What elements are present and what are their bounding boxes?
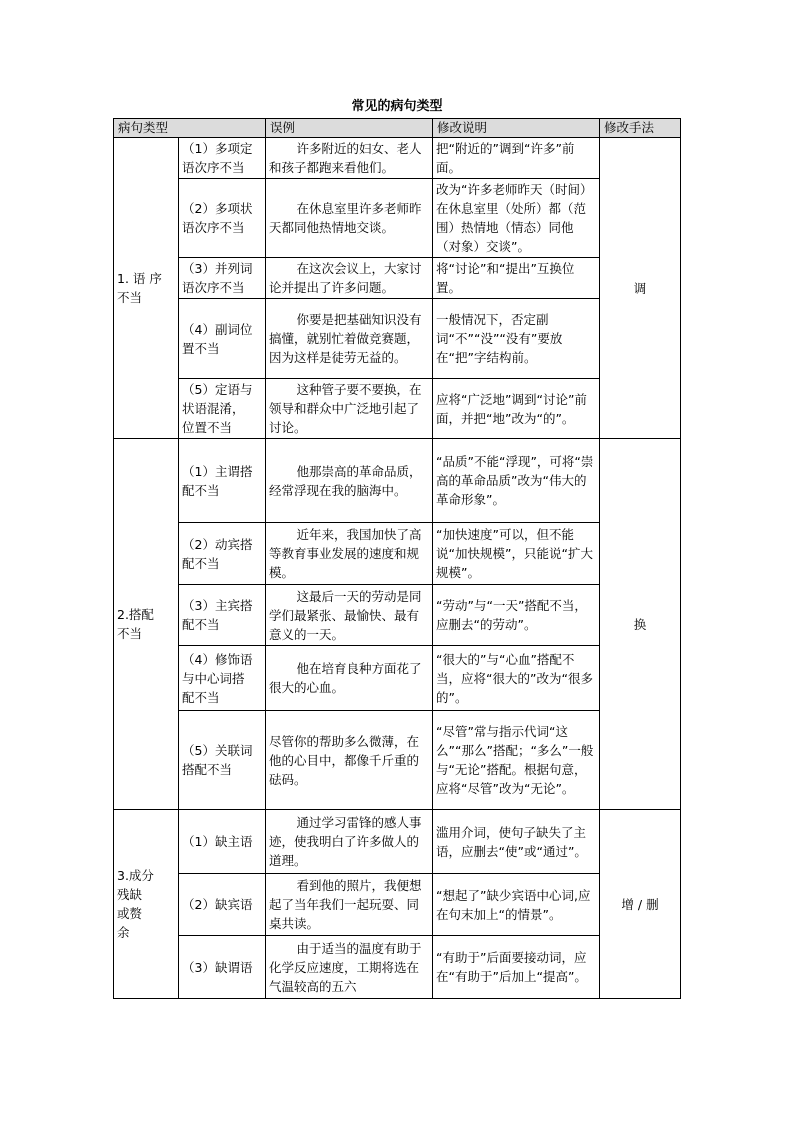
example-cell: 许多附近的妇女、老人和孩子都跑来看他们。 [266, 138, 433, 179]
table-row [114, 585, 681, 646]
category-cell: 1. 语 序 不当 [114, 138, 179, 439]
table-row [114, 810, 681, 874]
subtype-cell: （1）主谓搭 配不当 [179, 439, 266, 523]
example-cell: 由于适当的温度有助于化学反应速度，工期将选在气温较高的五六 [266, 936, 433, 999]
table-row [114, 258, 681, 299]
method-cell: 换 [600, 439, 681, 810]
table-row [114, 646, 681, 711]
page-title: 常见的病句类型 [351, 99, 443, 114]
table-row [114, 138, 681, 179]
example-cell: 看到他的照片，我便想起了当年我们一起玩耍、同桌共读。 [266, 874, 433, 936]
category-cell: 2.搭配 不当 [114, 439, 179, 810]
header-explain: 修改说明 [433, 119, 600, 138]
explain-cell: 将“讨论”和“提出”互换位置。 [433, 258, 600, 299]
subtype-cell: （3）并列词 语次序不当 [179, 258, 266, 299]
explain-cell: “想起了”缺少宾语中心词,应在句末加上“的情景”。 [433, 874, 600, 936]
table-row [114, 439, 681, 523]
sentence-error-table [113, 118, 681, 999]
example-cell: 尽管你的帮助多么微薄，在他的心目中，都像千斤重的砝码。 [266, 711, 433, 810]
subtype-cell: （5）关联词 搭配不当 [179, 711, 266, 810]
example-cell: 这最后一天的劳动是同学们最紧张、最愉快、最有意义的一天。 [266, 585, 433, 646]
table-row [114, 874, 681, 936]
category-cell: 3.成分 残缺 或赘 余 [114, 810, 179, 999]
subtype-cell: （1）缺主语 [179, 810, 266, 874]
example-cell: 在这次会议上，大家讨论并提出了许多问题。 [266, 258, 433, 299]
header-type: 病句类型 [114, 119, 266, 138]
explain-cell: “很大的”与“心血”搭配不当，应将“很大的”改为“很多的”。 [433, 646, 600, 711]
example-cell: 近年来，我国加快了高等教育事业发展的速度和规模。 [266, 523, 433, 585]
explain-cell: 应将“广泛地”调到“讨论”前面，并把“地”改为“的”。 [433, 379, 600, 439]
table-header-row [114, 119, 681, 138]
explain-cell: “尽管”常与指示代词“这么”“那么”搭配；“多么”一般与“无论”搭配。根据句意，应将“尽管”改为“无论”。 [433, 711, 600, 810]
subtype-cell: （2）多项状 语次序不当 [179, 179, 266, 258]
example-cell: 这种管子要不要换，在领导和群众中广泛地引起了讨论。 [266, 379, 433, 439]
example-cell: 他在培育良种方面花了很大的心血。 [266, 646, 433, 711]
header-method: 修改手法 [600, 119, 681, 138]
example-cell: 他那崇高的革命品质，经常浮现在我的脑海中。 [266, 439, 433, 523]
table-row [114, 299, 681, 379]
explain-cell: “劳动”与“一天”搭配不当，应删去“的劳动”。 [433, 585, 600, 646]
explain-cell: “品质”不能“浮现”，可将“崇高的革命品质”改为“伟大的革命形象”。 [433, 439, 600, 523]
explain-cell: 改为“许多老师昨天（时间）在休息室里（处所）都（范围）热情地（情态）同他（对象）交谈”。 [433, 179, 600, 258]
subtype-cell: （3）缺谓语 [179, 936, 266, 999]
example-cell: 在休息室里许多老师昨天都同他热情地交谈。 [266, 179, 433, 258]
subtype-cell: （4）修饰语 与中心词搭 配不当 [179, 646, 266, 711]
explain-cell: 一般情况下，否定副词“不”“没”“没有”要放在“把”字结构前。 [433, 299, 600, 379]
subtype-cell: （5）定语与 状语混淆， 位置不当 [179, 379, 266, 439]
table-row [114, 523, 681, 585]
method-cell: 调 [600, 138, 681, 439]
subtype-cell: （3）主宾搭 配不当 [179, 585, 266, 646]
table-row [114, 936, 681, 999]
example-cell: 你要是把基础知识没有搞懂，就别忙着做竞赛题，因为这样是徒劳无益的。 [266, 299, 433, 379]
explain-cell: 把“附近的”调到“许多”前面。 [433, 138, 600, 179]
table-row [114, 711, 681, 810]
table-row [114, 179, 681, 258]
subtype-cell: （2）动宾搭 配不当 [179, 523, 266, 585]
subtype-cell: （2）缺宾语 [179, 874, 266, 936]
explain-cell: “加快速度”可以，但不能说“加快规模”，只能说“扩大规模”。 [433, 523, 600, 585]
example-cell: 通过学习雷锋的感人事迹，使我明白了许多做人的道理。 [266, 810, 433, 874]
table-row [114, 379, 681, 439]
subtype-cell: （1）多项定 语次序不当 [179, 138, 266, 179]
explain-cell: “有助于”后面要接动词，应在“有助于”后加上“提高”。 [433, 936, 600, 999]
explain-cell: 滥用介词，使句子缺失了主语，应删去“使”或“通过”。 [433, 810, 600, 874]
subtype-cell: （4）副词位 置不当 [179, 299, 266, 379]
header-example: 误例 [266, 119, 433, 138]
method-cell: 增 / 删 [600, 810, 681, 999]
